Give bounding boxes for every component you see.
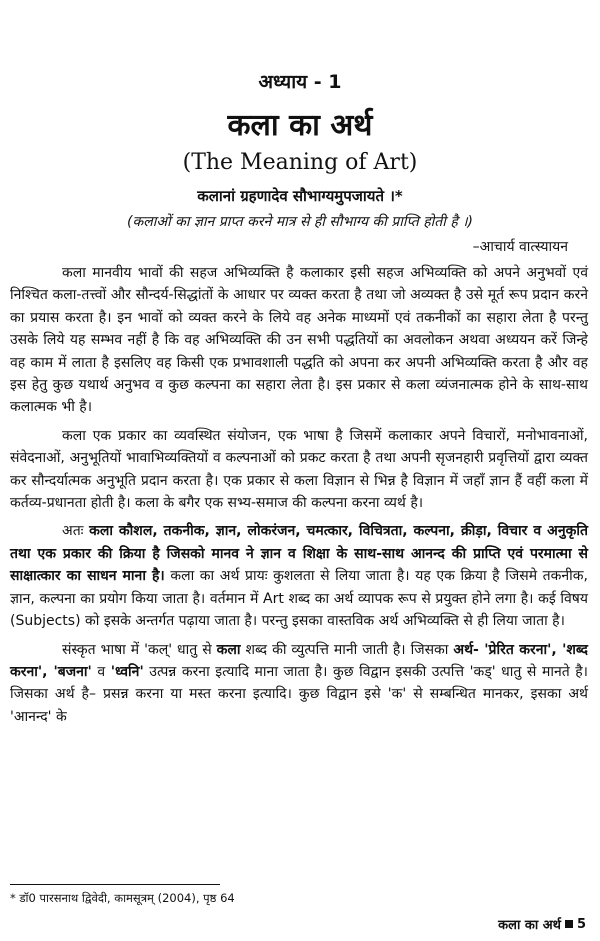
paragraph-4-c: शब्द की व्युत्पत्ति मानी जाती है। जिसका [240,641,454,658]
paragraph-4-a: संस्कृत भाषा में 'कल्' धातु से [62,641,217,658]
paragraph-4 [10,639,588,729]
page-number: 5 [576,916,586,932]
paragraph-2: कला एक प्रकार का व्यवस्थित संयोजन, एक भाषा है जिसमें कलाकार अपने विचारों, मनोभावनाओं, संवेदनाओं, अनुभूतियों भावाभिव्यक्तियों व कल्पनाओं को प्रकट करता है तथा अपनी सृजनहारी प्रवृत्तियों द्वारा व्यक्त कर सौन्दर्यात्मक अनुभूति प्रदान करता है। एक प्रकार से कला विज्ञान से भिन्न है विज्ञान में जहाँ ज्ञान हैं वहीं कला में कर्तव्य-प्रधानता होती है। कला के बगैर एक सभ्य-समाज की कल्पना करना व्यर्थ है। [10,427,588,512]
paragraph-3-end: कला का अर्थ प्रायः कुशलता से लिया जाता है। यह एक क्रिया है जिसमे तकनीक, ज्ञान, कल्पना का प्रयोग किया जाता है। वर्तमान में Art शब्द का अर्थ व्यापक रूप से प्रयुक्त होने लगा है। कई विषय (Subjects) को इसके अन्तर्गत पढ़ाया जाता है। परन्तु इसका वास्तविक अर्थ अभिव्यक्ति से ही लिया जाता है। [10,568,588,630]
chapter-title: कला का अर्थ [227,108,373,143]
paragraph-1: कला मानवीय भावों की सहज अभिव्यक्ति है कलाकार इसी सहज अभिव्यक्ति को अपने अनुभवों एवं निश्चित कला-तत्त्वों और सौन्दर्य-सिद्धांतों के आधार पर व्यक्त करता है तथा जो अव्यक्त है उसे मूर्त रूप प्रदान करने का प्रयास करता है। इन भावों को व्यक्त करने के लिये वह अनेक माध्यमों एवं तकनीकों का सहारा लेता है परन्तु उसके लिये यह सम्भव नहीं है कि वह अभिव्यक्ति की उन सभी पद्धतियों का अवलोकन अथवा अध्ययन करें जिन्हे वह काम में लाता है इसलिए वह किसी एक प्रभावशाली पद्धति को अपना कर अपनी अभिव्यक्ति करता है और वह इस हेतु कुछ यथार्थ अनुभव व कुछ कल्पना का सहारा लेता है। इस प्रकार से कला व्यंजनात्मक होने के साथ-साथ कलात्मक भी है। [10,265,588,416]
chapter-label: अध्याय - 1 [258,71,342,93]
paragraph-4-e: व [91,663,111,680]
paragraph-4-b: कला [216,641,241,658]
footnote-divider [10,884,220,885]
paragraph-4-f: 'ध्वनि' [110,663,144,680]
page-footer [498,915,586,933]
paragraph-3-start: अतः [62,523,90,540]
square-bullet-icon [565,920,573,928]
paragraph-3-bold: कला कौशल, तकनीक, ज्ञान, लोकरंजन, चमत्कार, विचित्रता, कल्पना, क्रीड़ा, विचार व अनुकृति तथा एक प्रकार की क्रिया है जिसको मानव ने ज्ञान व शिक्षा के साथ-साथ आनन्द की प्राप्ति एवं परमात्मा से साक्षात्कार का साधन माना है। [10,523,588,585]
paragraph-4-g: उत्पन्न करना इत्यादि माना जाता है। कुछ विद्वान इसकी उत्पत्ति 'कड्' धातु से मानते है। जिसका अर्थ है– प्रसन्न करना या मस्त करना इत्यादि। कुछ विद्वान इसे 'क' से सम्बन्धित मानकर, इसका अर्थ 'आनन्द' के [10,663,588,725]
epigraph-sanskrit: कलानां ग्रहणादेव सौभाग्यमुपजायते ।* [197,187,403,205]
paragraph-4-d: अर्थ- 'प्रेरित करना', 'शब्द करना', 'बजना' [10,641,588,680]
epigraph-attribution: –आचार्य वात्स्यायन [472,239,568,255]
chapter-subtitle: (The Meaning of Art) [182,150,418,175]
body-text [10,262,588,734]
running-title: कला का अर्थ [498,918,561,933]
paragraph-3 [10,520,588,632]
epigraph-translation: (कलाओं का ज्ञान प्राप्त करने मात्र से ही सौभाग्य की प्राप्ति होती है ।) [127,214,473,230]
footnote: * डॉ0 पारसनाथ द्विवेदी, कामसूत्रम् (2004), पृष्ठ 64 [10,891,235,905]
